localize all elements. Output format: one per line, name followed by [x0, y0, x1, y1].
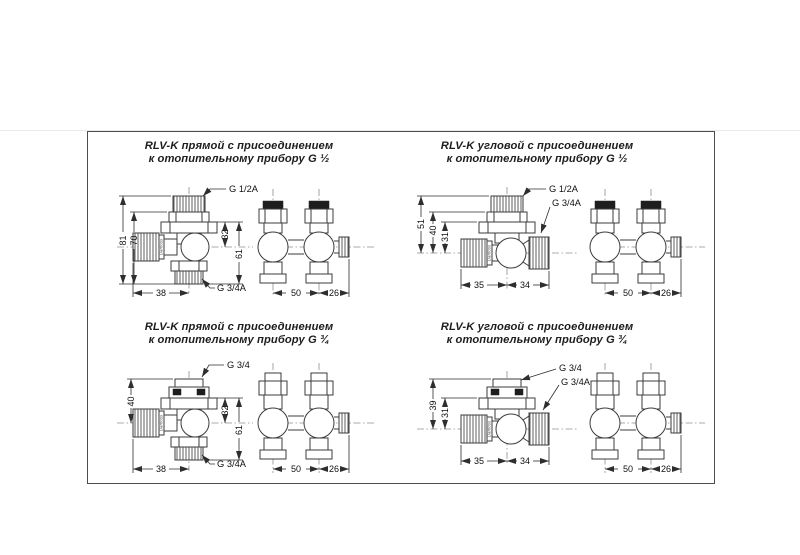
- dim-width-left: 35: [473, 280, 485, 290]
- presetting-knob: [461, 239, 487, 267]
- drawing-straight-g34: [113, 357, 413, 479]
- dim-width-left: 35: [473, 456, 485, 466]
- dim-height-inner: 31: [440, 407, 451, 419]
- tailpiece-thread: [175, 447, 203, 460]
- dim-height-total: 39: [428, 400, 439, 411]
- panel-title-line1: RLV-K угловой с присоединением: [440, 140, 634, 152]
- side-outlet-union: [529, 413, 549, 445]
- dim-right-lower: 61: [234, 248, 245, 260]
- panel-title-line1: RLV-K угловой с присоединением: [440, 321, 634, 333]
- panel-title: [439, 321, 635, 346]
- panel-title: [439, 140, 635, 165]
- side-stub: [671, 237, 681, 257]
- dim-height-inner: 31: [440, 231, 451, 243]
- dim-width-right: 34: [519, 280, 531, 290]
- thread-connection: [491, 196, 523, 212]
- thread-connection: [173, 196, 205, 212]
- thread-label-top: G 3/4: [227, 360, 250, 370]
- dim-hpiece-side: 26: [328, 288, 340, 298]
- valve-ball: [181, 233, 209, 261]
- panel-title: [141, 140, 337, 165]
- diagram-frame: [87, 131, 715, 484]
- drawing-angle-g12: [409, 181, 709, 303]
- hpiece-figure: [590, 201, 681, 283]
- drawing-angle-g34: [409, 357, 709, 479]
- valve-figure: [133, 379, 217, 460]
- dim-width: 38: [155, 288, 167, 298]
- valve-ball: [181, 409, 209, 437]
- panel-title: [141, 321, 337, 346]
- thread-label-side: G 3/4A: [552, 198, 581, 208]
- thread-label-side: G 3/4A: [561, 377, 590, 387]
- tailpiece-thread: [175, 271, 203, 284]
- side-stub: [339, 237, 349, 257]
- dim-width-right: 34: [519, 456, 531, 466]
- dim-height-inner: 70: [129, 235, 140, 246]
- valve-figure: [461, 196, 549, 269]
- panel-angle-g34: [409, 319, 709, 497]
- dim-hpiece-side: 26: [328, 464, 340, 474]
- drawing-straight-g12: [113, 181, 413, 303]
- panel-title-line1: RLV-K прямой с присоединением: [144, 321, 334, 333]
- thread-label-bottom: G 3/4A: [217, 283, 246, 293]
- side-stub: [339, 413, 349, 433]
- side-outlet-union: [529, 237, 549, 269]
- panel-title-line2: к отопительному прибору G ½: [148, 152, 330, 165]
- dim-right-upper: 32: [220, 405, 231, 416]
- dim-height-mid: 40: [428, 225, 439, 236]
- dim-height-total: 81: [118, 235, 129, 246]
- brand-mark: Danfoss: [158, 414, 164, 432]
- brand-mark: Danfoss: [486, 420, 492, 438]
- dim-width: 38: [155, 464, 167, 474]
- valve-ball: [496, 414, 526, 444]
- panel-title-line2: к отопительному прибору G ¾: [446, 333, 628, 346]
- dim-height-total: 51: [416, 218, 427, 230]
- side-stub: [671, 413, 681, 433]
- thread-label-top: G 1/2A: [549, 184, 578, 194]
- brand-mark: Danfoss: [486, 244, 492, 262]
- panel-straight-g12: [113, 138, 413, 316]
- presetting-knob: [461, 415, 487, 443]
- thread-labels: [202, 184, 259, 293]
- brand-mark: Danfoss: [158, 238, 164, 256]
- dim-hpiece-span: 50: [290, 288, 302, 298]
- valve-ball: [496, 238, 526, 268]
- dim-right-upper: 32: [220, 229, 231, 240]
- hpiece-figure: [258, 373, 349, 459]
- thread-label-bottom: G 3/4A: [217, 459, 246, 469]
- union-cap: [175, 379, 203, 387]
- dim-hpiece-side: 26: [660, 464, 672, 474]
- dim-height-total: 40: [126, 396, 137, 407]
- valve-figure: [461, 379, 549, 445]
- dim-hpiece-span: 50: [290, 464, 302, 474]
- panel-title-line1: RLV-K прямой с присоединением: [144, 140, 334, 152]
- dim-hpiece-span: 50: [622, 288, 634, 298]
- panel-title-line2: к отопительному прибору G ¾: [148, 333, 330, 346]
- union-cap: [493, 379, 521, 387]
- panel-angle-g12: [409, 138, 709, 316]
- valve-figure: [133, 196, 217, 284]
- presetting-knob: [133, 409, 159, 437]
- panel-title-line2: к отопительному прибору G ½: [446, 152, 628, 165]
- panel-straight-g34: [113, 319, 413, 497]
- dim-hpiece-side: 26: [660, 288, 672, 298]
- thread-label-top: G 3/4: [559, 363, 582, 373]
- hpiece-figure: [590, 373, 681, 459]
- hpiece-figure: [258, 201, 349, 283]
- dim-right-lower: 61: [234, 424, 245, 436]
- dim-hpiece-span: 50: [622, 464, 634, 474]
- thread-label-top: G 1/2A: [229, 184, 258, 194]
